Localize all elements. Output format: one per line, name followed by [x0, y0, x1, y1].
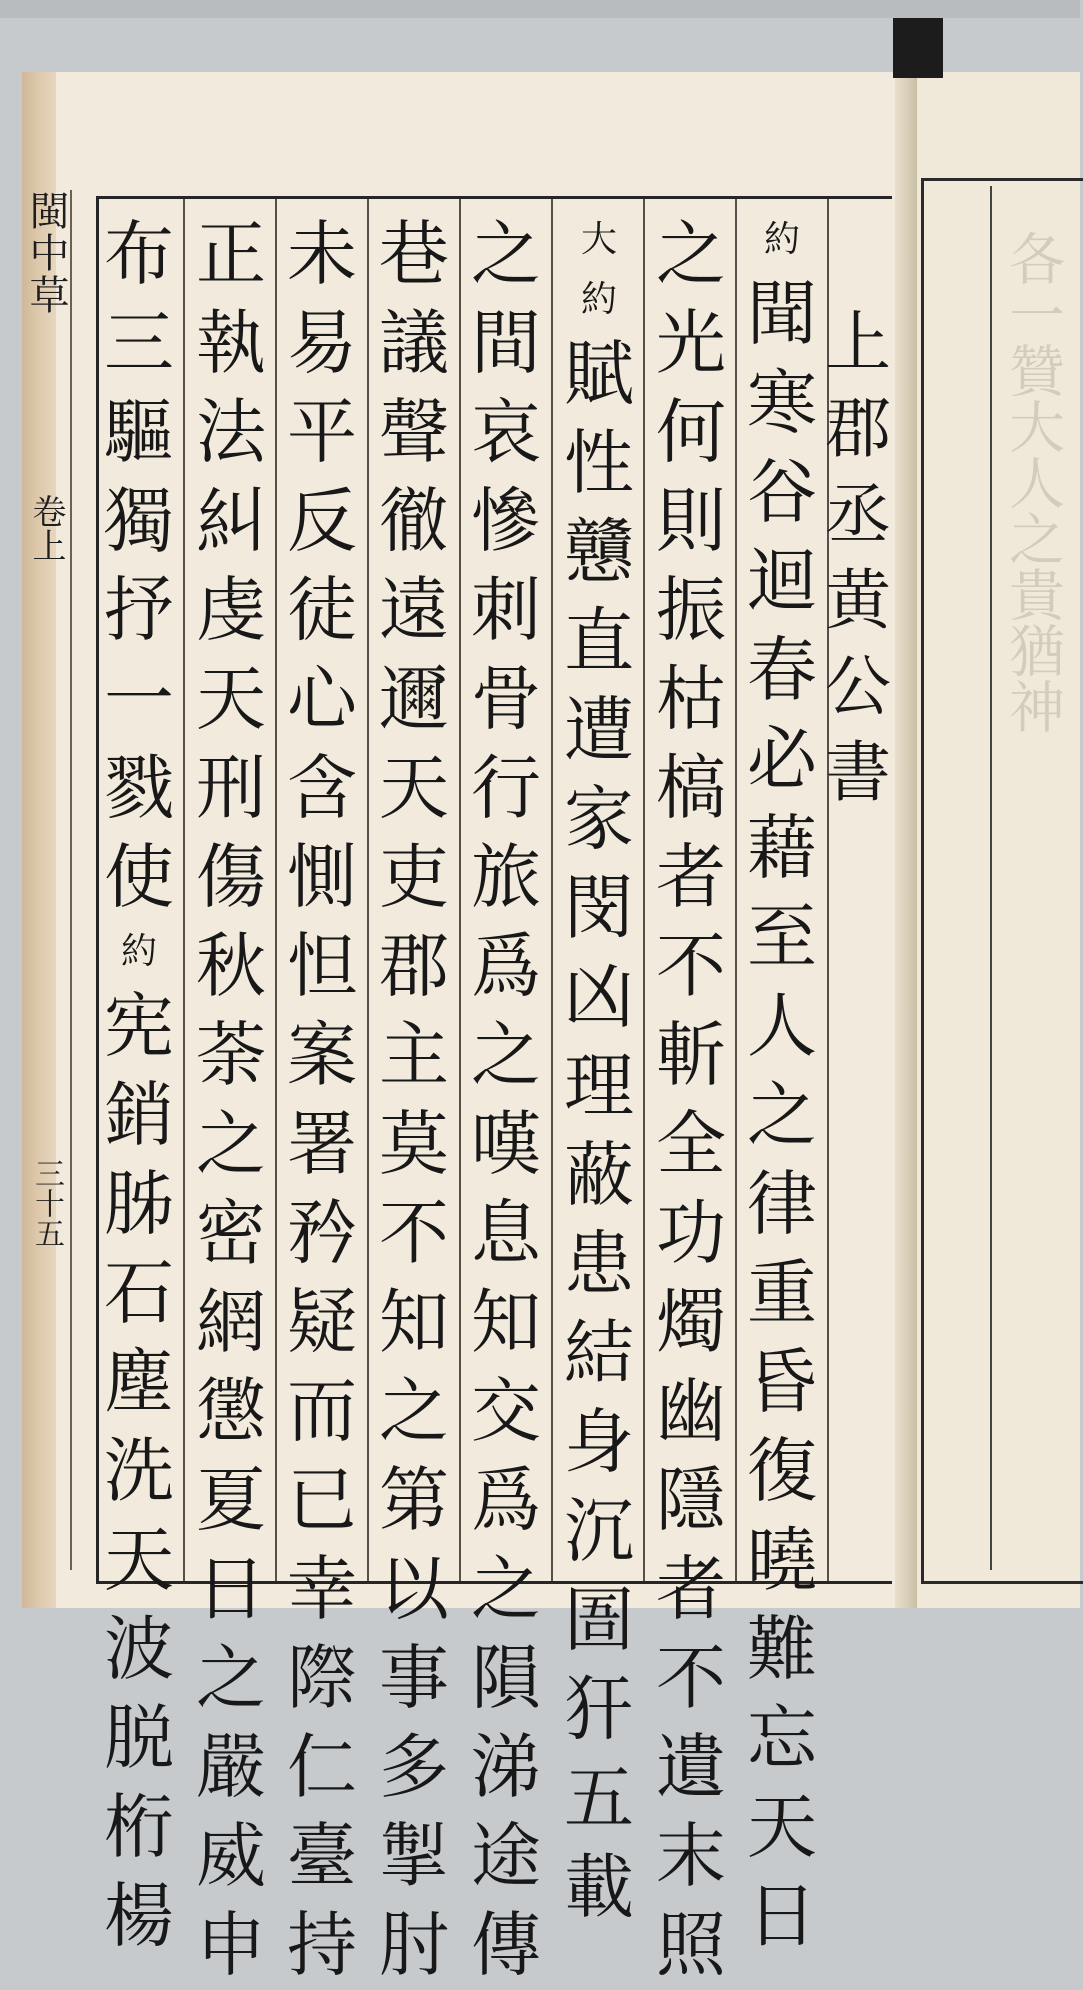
text-char: 患 [564, 1223, 634, 1305]
text-char: 平 [287, 391, 357, 473]
text-char: 使 [104, 836, 174, 918]
text-char: 莫 [379, 1103, 449, 1185]
text-char: 黄 [825, 562, 891, 639]
text-char: 哀 [471, 391, 541, 473]
text-char: 至 [747, 896, 817, 978]
column-rule [275, 199, 277, 1581]
text-char: 之 [196, 1637, 266, 1719]
text-char: 多 [379, 1726, 449, 1808]
text-char: 傳 [471, 1904, 541, 1986]
book-gutter [895, 72, 917, 1608]
text-char: 抒 [104, 569, 174, 651]
text-char: 途 [471, 1815, 541, 1897]
right-page-column-rule [990, 186, 992, 1570]
text-char: 已 [287, 1459, 357, 1541]
text-char: 全 [656, 1103, 726, 1185]
small-honorific-char: 約 [580, 279, 617, 320]
text-char: 公 [825, 648, 891, 725]
text-char: 書 [825, 734, 891, 811]
text-char: 谷 [747, 451, 817, 533]
text-char: 何 [656, 391, 726, 473]
text-char: 沉 [564, 1490, 634, 1572]
text-char: 惻 [287, 836, 357, 918]
text-char: 圄 [564, 1579, 634, 1661]
text-char: 波 [104, 1608, 174, 1690]
text-char: 秋 [196, 925, 266, 1007]
text-char: 枯 [656, 658, 726, 740]
spine-border-rule [70, 190, 72, 1570]
text-char: 脱 [104, 1697, 174, 1779]
text-char: 之 [471, 1548, 541, 1630]
text-char: 照 [656, 1904, 726, 1986]
text-char: 者 [656, 1548, 726, 1630]
column-indent [822, 210, 894, 300]
text-char: 忘 [747, 1697, 817, 1779]
text-char: 息 [471, 1192, 541, 1274]
bookmark-tab [893, 18, 943, 78]
text-char: 聞 [747, 273, 817, 355]
text-char: 議 [379, 302, 449, 384]
text-char: 寒 [747, 362, 817, 444]
text-char: 以 [379, 1548, 449, 1630]
text-char: 桁 [104, 1786, 174, 1868]
text-char: 吏 [379, 836, 449, 918]
column-rule [643, 199, 645, 1581]
text-char: 天 [747, 1786, 817, 1868]
text-char: 者 [656, 836, 726, 918]
text-char: 一 [104, 658, 174, 740]
text-char: 旅 [471, 836, 541, 918]
text-char: 難 [747, 1608, 817, 1690]
text-char: 嚴 [196, 1726, 266, 1808]
text-char: 直 [564, 600, 634, 682]
text-char: 未 [287, 213, 357, 295]
text-char: 之 [747, 1074, 817, 1156]
text-char: 隱 [656, 1459, 726, 1541]
text-char: 末 [656, 1815, 726, 1897]
text-char: 正 [196, 213, 266, 295]
text-char: 知 [471, 1281, 541, 1363]
text-column [195, 210, 267, 1986]
text-char: 遺 [656, 1726, 726, 1808]
text-char: 天 [196, 658, 266, 740]
text-char: 反 [287, 480, 357, 562]
text-char: 骨 [471, 658, 541, 740]
text-char: 光 [656, 302, 726, 384]
text-char: 郡 [379, 925, 449, 1007]
text-char: 矜 [287, 1192, 357, 1274]
text-char: 刺 [471, 569, 541, 651]
text-char: 性 [564, 422, 634, 504]
text-char: 戮 [104, 747, 174, 829]
text-char: 執 [196, 302, 266, 384]
small-honorific-char: 約 [763, 219, 800, 260]
text-char: 署 [287, 1103, 357, 1185]
text-char: 獨 [104, 480, 174, 562]
text-char: 慘 [471, 480, 541, 562]
text-char: 天 [104, 1519, 174, 1601]
text-char: 交 [471, 1370, 541, 1452]
text-char: 際 [287, 1637, 357, 1719]
text-char: 幽 [656, 1370, 726, 1452]
text-char: 巷 [379, 213, 449, 295]
text-char: 昏 [747, 1341, 817, 1423]
spine-volume-label: 卷上 [26, 494, 66, 562]
text-char: 網 [196, 1281, 266, 1363]
text-char: 之 [196, 1103, 266, 1185]
text-char: 爲 [471, 1459, 541, 1541]
text-char: 第 [379, 1459, 449, 1541]
text-char: 胏 [104, 1163, 174, 1245]
text-char: 爲 [471, 925, 541, 1007]
text-char: 主 [379, 1014, 449, 1096]
text-char: 遠 [379, 569, 449, 651]
text-char: 懲 [196, 1370, 266, 1452]
text-char: 邇 [379, 658, 449, 740]
text-column [563, 210, 635, 1928]
text-char: 怛 [287, 925, 357, 1007]
text-char: 犴 [564, 1668, 634, 1750]
text-char: 嘆 [471, 1103, 541, 1185]
text-char: 重 [747, 1252, 817, 1334]
text-char: 行 [471, 747, 541, 829]
text-char: 迴 [747, 540, 817, 622]
text-char: 聲 [379, 391, 449, 473]
text-char: 臺 [287, 1815, 357, 1897]
text-char: 持 [287, 1904, 357, 1986]
text-char: 事 [379, 1637, 449, 1719]
text-char: 理 [564, 1045, 634, 1127]
text-char: 復 [747, 1430, 817, 1512]
scanner-top-strip [0, 0, 1080, 18]
text-column [378, 210, 450, 1986]
small-honorific-char: 大 [580, 219, 617, 260]
text-char: 之 [656, 213, 726, 295]
text-char: 賦 [564, 333, 634, 415]
text-char: 宪 [104, 985, 174, 1067]
text-char: 間 [471, 302, 541, 384]
text-char: 傷 [196, 836, 266, 918]
text-char: 驅 [104, 391, 174, 473]
text-column [470, 210, 542, 1986]
text-char: 斬 [656, 1014, 726, 1096]
text-char: 不 [656, 1637, 726, 1719]
text-char: 振 [656, 569, 726, 651]
text-column [286, 210, 358, 1986]
text-char: 知 [379, 1281, 449, 1363]
text-char: 幸 [287, 1548, 357, 1630]
text-char: 疑 [287, 1281, 357, 1363]
text-char: 郡 [825, 390, 891, 467]
column-rule [551, 199, 553, 1581]
text-char: 法 [196, 391, 266, 473]
text-char: 涕 [471, 1726, 541, 1808]
text-char: 肘 [379, 1904, 449, 1986]
text-column [655, 210, 727, 1986]
right-page-faded-text: 各一贊大人之貴猶神 [1000, 230, 1065, 734]
text-char: 日 [196, 1548, 266, 1630]
column-rule [367, 199, 369, 1581]
text-char: 曉 [747, 1519, 817, 1601]
text-char: 之 [471, 1014, 541, 1096]
text-char: 楊 [104, 1875, 174, 1957]
text-char: 人 [747, 985, 817, 1067]
text-column-title [822, 210, 894, 1580]
text-char: 身 [564, 1401, 634, 1483]
text-char: 功 [656, 1192, 726, 1274]
text-char: 隕 [471, 1637, 541, 1719]
spine-folio-number: 三十五 [29, 1158, 64, 1248]
text-char: 丞 [825, 476, 891, 553]
text-char: 虔 [196, 569, 266, 651]
text-char: 而 [287, 1370, 357, 1452]
column-rule [735, 199, 737, 1581]
text-char: 塵 [104, 1341, 174, 1423]
text-char: 糾 [196, 480, 266, 562]
spine-book-title: 閩中草 [23, 190, 69, 316]
text-char: 威 [196, 1815, 266, 1897]
text-char: 則 [656, 480, 726, 562]
text-char: 仁 [287, 1726, 357, 1808]
text-char: 春 [747, 629, 817, 711]
text-char: 徒 [287, 569, 357, 651]
text-char: 不 [656, 925, 726, 1007]
text-column [103, 210, 175, 1957]
text-char: 天 [379, 747, 449, 829]
column-rule [183, 199, 185, 1581]
text-char: 夏 [196, 1459, 266, 1541]
text-char: 掣 [379, 1815, 449, 1897]
text-char: 洗 [104, 1430, 174, 1512]
text-char: 凶 [564, 956, 634, 1038]
small-honorific-char: 約 [120, 931, 157, 972]
text-char: 心 [287, 658, 357, 740]
text-char: 荼 [196, 1014, 266, 1096]
text-char: 不 [379, 1192, 449, 1274]
text-char: 石 [104, 1252, 174, 1334]
text-char: 含 [287, 747, 357, 829]
text-char: 案 [287, 1014, 357, 1096]
text-char: 遭 [564, 689, 634, 771]
text-char: 日 [747, 1875, 817, 1957]
text-char: 申 [196, 1904, 266, 1986]
text-char: 之 [379, 1370, 449, 1452]
text-char: 律 [747, 1163, 817, 1245]
text-char: 密 [196, 1192, 266, 1274]
text-char: 徹 [379, 480, 449, 562]
column-rule [459, 199, 461, 1581]
text-char: 家 [564, 778, 634, 860]
text-char: 五 [564, 1757, 634, 1839]
text-char: 藉 [747, 807, 817, 889]
text-char: 銷 [104, 1074, 174, 1156]
text-char: 布 [104, 213, 174, 295]
text-char: 之 [471, 213, 541, 295]
text-char: 三 [104, 302, 174, 384]
text-char: 閔 [564, 867, 634, 949]
text-char: 燭 [656, 1281, 726, 1363]
text-char: 載 [564, 1846, 634, 1928]
text-char: 戇 [564, 511, 634, 593]
text-char: 上 [825, 304, 891, 381]
text-char: 必 [747, 718, 817, 800]
text-char: 易 [287, 302, 357, 384]
text-column [746, 210, 818, 1957]
text-char: 槁 [656, 747, 726, 829]
text-char: 蔽 [564, 1134, 634, 1216]
text-char: 刑 [196, 747, 266, 829]
text-char: 結 [564, 1312, 634, 1394]
